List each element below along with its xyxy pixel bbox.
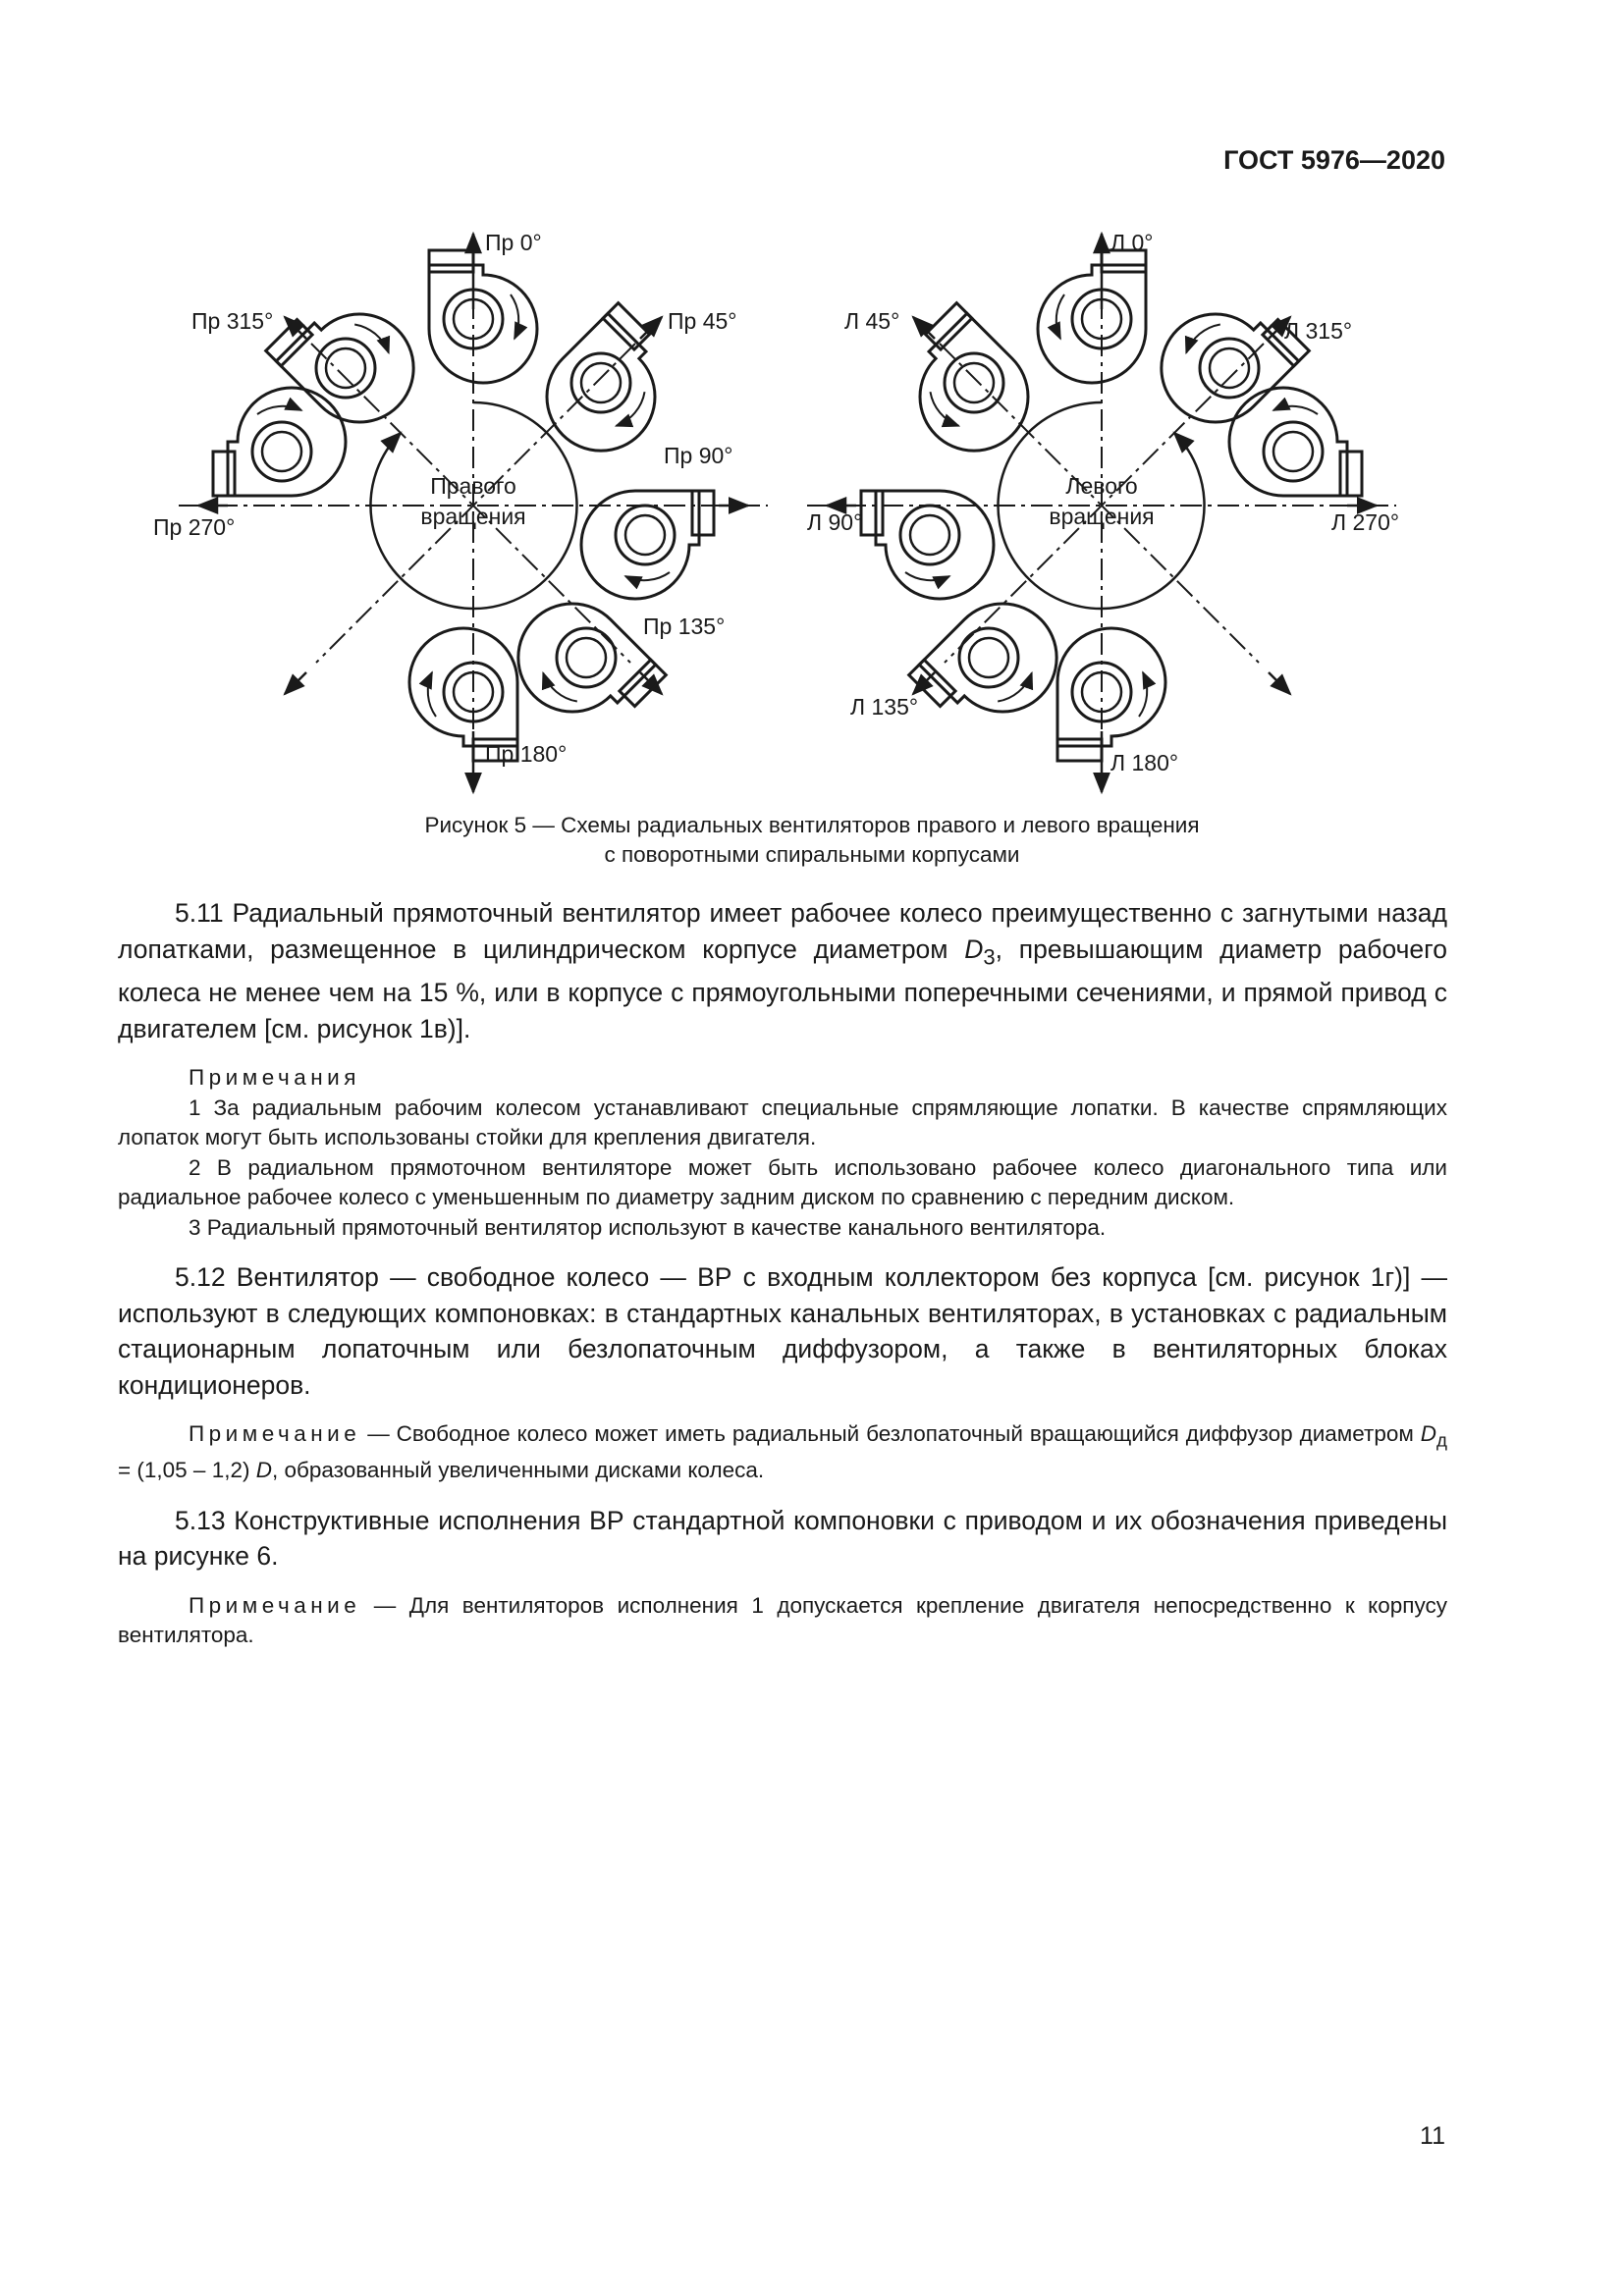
left-fan-housing-1 [881,303,1051,473]
figure-5 [0,0,1624,805]
right-fan-housing-2 [581,491,714,599]
paragraph-5-12: 5.12 Вентилятор — свободное колесо — ВР с входным коллектором без корпуса [см. рисунок 1г)] — используют в следующих компоновках: в стандартных канальных вентиляторах, в установках с радиальным стационарным лопаточным или безлопаточным диффузором, а также в вентиляторных блоках кондиционеров. [118,1262,1447,1400]
label-right-45: Пр 45° [668,308,737,334]
label-right-315: Пр 315° [191,308,274,334]
paragraph-5-13: 5.13 Конструктивные исполнения ВР стандартной компоновки с приводом и их обозначения приведены на рисунке 6. [118,1505,1447,1572]
var-d: D [964,934,984,964]
note-heading: Примечание [189,1421,361,1447]
right-center-label-1: Правого [430,473,516,499]
left-fan-housing-3 [909,581,1079,751]
notes-heading: Примечания [189,1065,360,1091]
left-arrow-se [1269,672,1290,694]
label-left-45: Л 45° [844,308,900,334]
paragraph-5-11 [118,895,1447,1046]
right-arrow-sw [285,672,306,694]
left-fan-housing-6 [1139,275,1309,445]
label-left-0: Л 0° [1110,230,1154,255]
note-5-12: Примечание — Свободное колесо может иметь радиальный безлопаточный вращающийся диффузор диаметром $D_д = (1,05 - 1,2)$ D, образованный увеличенными дисками колеса. [118,1421,1447,1483]
label-left-135: Л 135° [850,694,919,720]
left-center-label-1: Левого [1065,473,1138,499]
fan-rotation-diagram [0,0,1624,805]
label-left-315: Л 315° [1284,318,1353,344]
label-left-90: Л 90° [807,509,863,535]
p511-text-b: , превышающим диаметр рабочего колеса не менее чем на 15 %, или в корпусе с прямоугольными поперечными сечениями, и прямой привод с двигателем [см. рисунок 1в)]. [118,934,1447,1043]
label-right-270: Пр 270° [153,514,236,540]
left-center-label-2: вращения [1049,504,1155,529]
page-number: 11 [1420,2122,1445,2150]
right-fan-housing-0 [429,250,537,383]
label-left-270: Л 270° [1331,509,1400,535]
left-fan-housing-0 [1038,250,1146,383]
note-3: 3 Радиальный прямоточный вентилятор используют в качестве канального вентилятора. [189,1214,1107,1240]
note-heading: Примечание [189,1592,361,1618]
label-right-180: Пр 180° [485,741,568,767]
right-fan-housing-5 [213,388,346,496]
right-fan-housing-6 [266,275,436,445]
body-text [118,895,1447,1668]
caption-line-1: Рисунок 5 — Схемы радиальных вентиляторов правого и левого вращения [424,813,1200,837]
p511-text-a: 5.11 Радиальный прямоточный вентилятор имеет рабочее колесо преимущественно с загнутыми назад лопатками, размещенное в цилиндрическом корпусе диаметром [118,898,1447,964]
caption-line-2: с поворотными спиральными корпусами [604,842,1020,867]
left-fan-housing-5 [1229,388,1362,496]
label-left-180: Л 180° [1110,750,1179,775]
note-1: 1 За радиальным рабочим колесом устанавливают специальные спрямляющие лопатки. В качестве спрямляющих лопаток могут быть использованы стойки для крепления двигателя. [118,1095,1447,1150]
figure-caption [226,811,1398,870]
notes-5-11 [118,1063,1447,1243]
label-right-90: Пр 90° [664,443,733,468]
right-center-label-2: вращения [420,504,526,529]
label-right-135: Пр 135° [643,614,726,639]
right-fan-housing-3 [496,581,666,751]
left-fan-housing-2 [861,491,994,599]
note-5-13: Примечание — Для вентиляторов исполнения 1 допускается крепление двигателя непосредственно к корпусу вентилятора. [118,1592,1447,1648]
left-fan-housing-4 [1057,628,1165,761]
sub-3: 3 [983,943,996,969]
note-2: 2 В радиальном прямоточном вентиляторе может быть использовано рабочее колесо диагонального типа или радиальное рабочее колесо с уменьшенным по диаметру задним диском по сравнению с передним диском. [118,1154,1447,1210]
document-header: ГОСТ 5976—2020 [1223,145,1445,175]
label-right-0: Пр 0° [485,230,542,255]
